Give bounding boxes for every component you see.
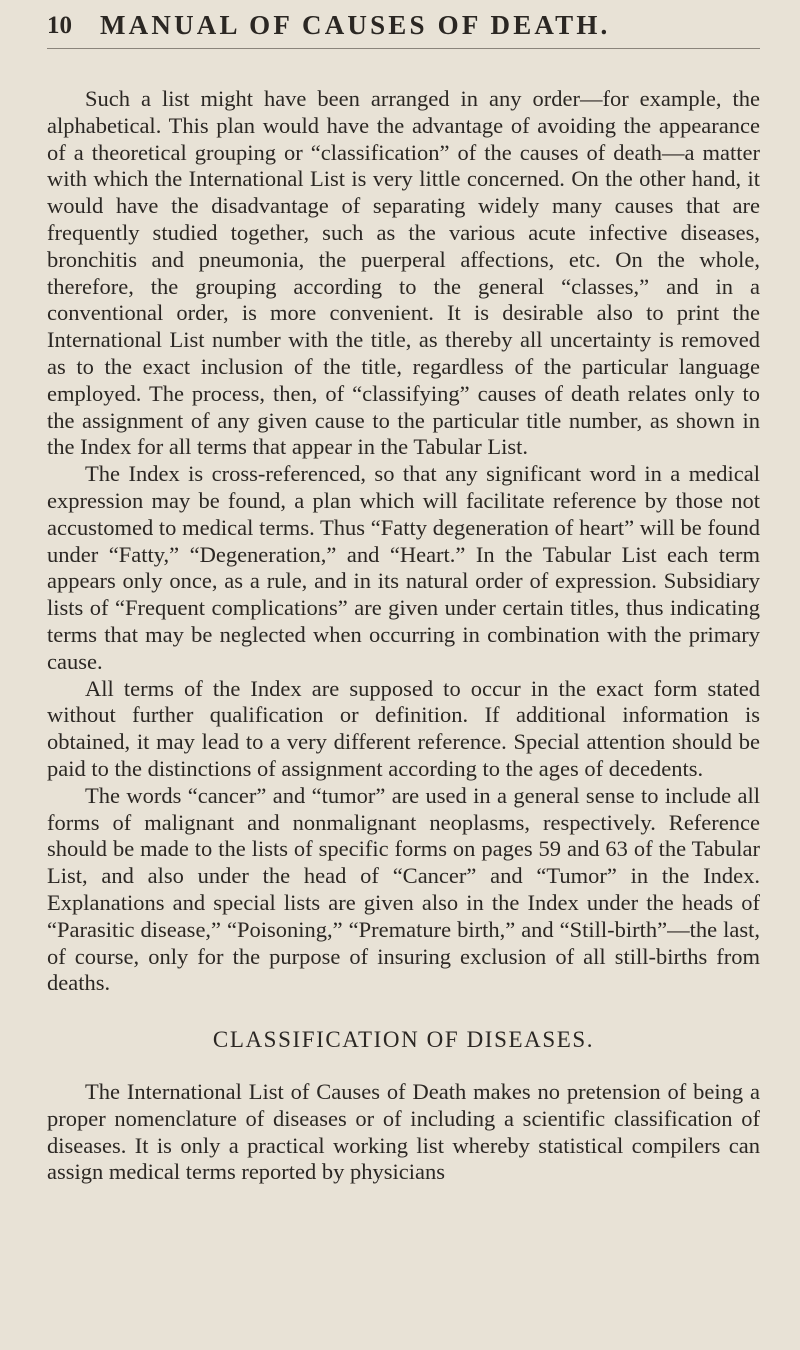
paragraph-classification: The International List of Causes of Death makes no pretension of being a proper nomenclature of diseases or of including a scientific classification of diseases. It is only a practical working list whereby statistical compilers can assign medical terms reported by physicians: [47, 1079, 760, 1185]
running-head: [47, 0, 760, 58]
paragraph-index-cross-reference: The Index is cross-referenced, so that any significant word in a medical expression may be found, a plan which will facilitate reference by those not accustomed to medical terms. Thus “Fatty degeneration of heart” will be found under “Fatty,” “Degeneration,” and “Heart.” In the Tabular List each term appears only once, as a rule, and in its natural order of expression. Subsidiary lists of “Frequent complications” are given under certain titles, thus indicating terms that may be neglected when occurring in combination with the primary cause.: [47, 461, 760, 674]
running-title: MANUAL OF CAUSES OF DEATH.: [100, 10, 611, 40]
header-rule: [47, 48, 760, 49]
section-heading: CLASSIFICATION OF DISEASES.: [212, 1027, 595, 1053]
paragraph-index-terms: All terms of the Index are supposed to occur in the exact form stated without further qualification or definition. If additional information is obtained, it may lead to a very different reference. Special attention should be paid to the distinctions of assignment according to the ages of decedents.: [47, 675, 760, 781]
page-number: 10: [47, 12, 72, 39]
paragraph-list-arrangement: Such a list might have been arranged in any order—for example, the alphabetical. This plan would have the advantage of avoiding the appearance of a theoretical grouping or “classification” of the causes of death—a matter with which the International List is very little concerned. On the other hand, it would have the disadvantage of separating widely many causes that are frequently studied together, such as the various acute infective diseases, bronchitis and pneumonia, the puerperal affections, etc. On the whole, therefore, the grouping according to the general “classes,” and in a conventional order, is more convenient. It is desirable also to print the International List number with the title, as thereby all uncertainty is removed as to the exact inclusion of the title, regardless of the particular language employed. The process, then, of “classifying” causes of death relates only to the assignment of any given cause to the particular title number, as shown in the Index for all terms that appear in the Tabular List.: [47, 86, 760, 460]
body-text: [47, 86, 760, 1186]
paragraph-cancer-tumor: The words “cancer” and “tumor” are used in a general sense to include all forms of malignant and nonmalignant neoplasms, respectively. Reference should be made to the lists of specific forms on pages 59 and 63 of the Tabular List, and also under the head of “Cancer” and “Tumor” in the Index. Explanations and special lists are given also in the Index under the heads of “Parasitic disease,” “Poisoning,” “Premature birth,” and “Still-birth”—the last, of course, only for the purpose of insuring exclusion of all still-births from deaths.: [47, 782, 760, 996]
